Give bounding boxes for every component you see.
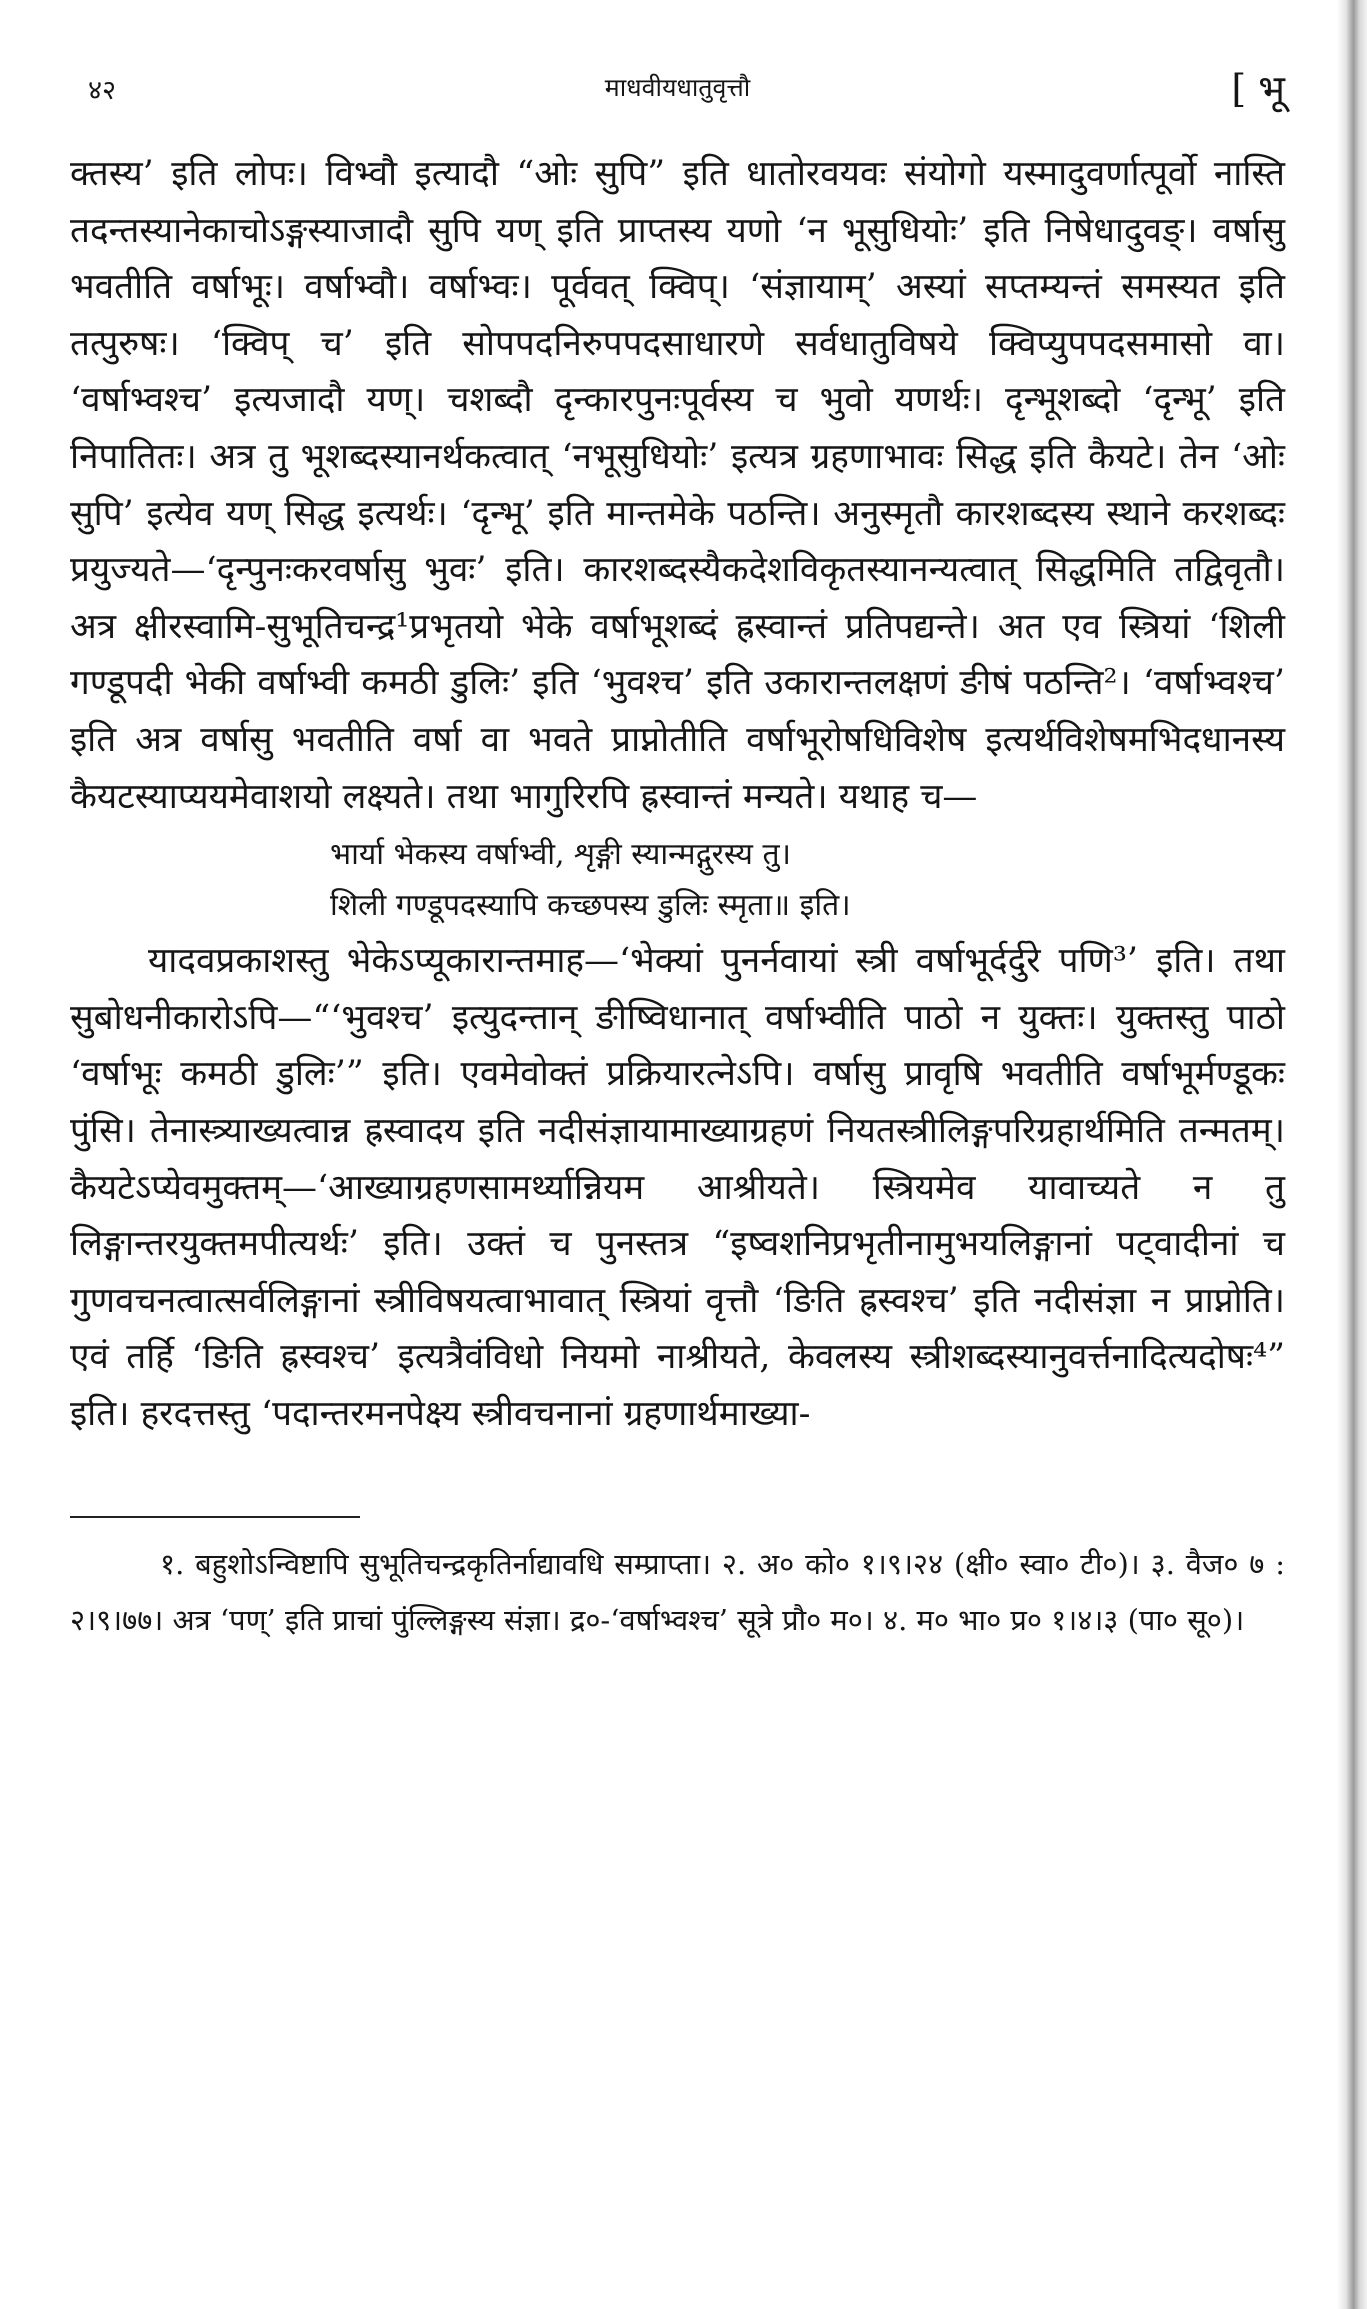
- book-page: [70, 67, 1285, 1648]
- main-text: [70, 146, 1285, 1442]
- footnote-rule-mask: [360, 1516, 1285, 1520]
- page-number: ४२: [88, 75, 117, 106]
- section-marker: [ भू: [1231, 67, 1285, 111]
- verse-line: शिली गण्डूपदस्यापि कच्छपस्य डुलिः स्मृता॥ इति।: [330, 888, 851, 924]
- footnote-text: १. बहुशोऽन्विष्टापि सुभूतिचन्द्रकृतिर्नाद्यावधि सम्प्राप्ता। २. अ० को० १।९।२४ (क्षी० स्वा० टी०)। ३. वैज० ७ : २।९।७७। अत्र ‘पण्’ इति प्राचां पुंल्लिङ्गस्य संज्ञा। द्र०-‘वर्षाभ्वश्च’ सूत्रे प्रौ० म०। ४. म० भा० प्र० १।४।३ (पा० सू०)।: [70, 1547, 1285, 1638]
- running-title: माधवीयधातुवृत्तौ: [604, 73, 751, 102]
- paragraph-2: यादवप्रकाशस्तु भेकेऽप्यूकारान्तमाह—‘भेक्यां पुनर्नवायां स्त्री वर्षाभूर्दर्दुरे पणि³’ इति। तथा सुबोधनीकारोऽपि—“‘भुवश्च’ इत्युदन्तान् ङीष्विधानात् वर्षाभ्वीति पाठो न युक्तः। युक्तस्तु पाठो ‘वर्षाभूः कमठी डुलिः’” इति। एवमेवोक्तं प्रक्रियारत्नेऽपि। वर्षासु प्रावृषि भवतीति वर्षाभूर्मण्डूकः पुंसि। तेनास्त्र्याख्यत्वान्न ह्रस्वादय इति नदीसंज्ञायामाख्याग्रहणं नियतस्त्रीलिङ्गपरिग्रहार्थमिति तन्मतम्। कैयटेऽप्येवमुक्तम्—‘आख्याग्रहणसामर्थ्यान्नियम आश्रीयते। स्त्रियमेव यावाच्यते न तु लिङ्गान्तरयुक्तमपीत्यर्थः’ इति। उक्तं च पुनस्तत्र “इष्वशनिप्रभृतीनामुभयलिङ्गानां पट्वादीनां च गुणवचनत्वात्सर्वलिङ्गानां स्त्रीविषयत्वाभावात् स्त्रियां वृत्तौ ‘ङिति ह्रस्वश्च’ इति नदीसंज्ञा न प्राप्नोति। एवं तर्हि ‘ङिति ह्रस्वश्च’ इत्यत्रैवंविधो नियमो नाश्रीयते, केवलस्य स्त्रीशब्दस्यानुवर्त्तनादित्यदोषः⁴” इति। हरदत्तस्तु ‘पदान्तरमनपेक्ष्य स्त्रीवचनानां ग्रहणार्थमाख्या-: [70, 941, 1285, 1434]
- verse-line: भार्या भेकस्य वर्षाभ्वी, शृङ्गी स्यान्मद्गुरस्य तु।: [330, 837, 791, 873]
- footnotes: [70, 1516, 1285, 1648]
- page-edge-shadow: [1337, 0, 1367, 2309]
- running-head: [70, 67, 1285, 120]
- verse-quote: [70, 829, 1285, 931]
- paragraph-1: क्तस्य’ इति लोपः। विभ्वौ इत्यादौ “ओः सुपि” इति धातोरवयवः संयोगो यस्मादुवर्णात्पूर्वो नास्ति तदन्तस्यानेकाचोऽङ्गस्याजादौ सुपि यण् इति प्राप्तस्य यणो ‘न भूसुधियोः’ इति निषेधादुवङ्। वर्षासु भवतीति वर्षाभूः। वर्षाभ्वौ। वर्षाभ्वः। पूर्ववत् क्विप्। ‘संज्ञायाम्’ अस्यां सप्तम्यन्तं समस्यत इति तत्पुरुषः। ‘क्विप् च’ इति सोपपदनिरुपपदसाधारणे सर्वधातुविषये क्विप्युपपदसमासो वा। ‘वर्षाभ्वश्च’ इत्यजादौ यण्। चशब्दौ दृन्कारपुनःपूर्वस्य च भुवो यणर्थः। दृन्भूशब्दो ‘दृन्भू’ इति निपातितः। अत्र तु भूशब्दस्यानर्थकत्वात् ‘नभूसुधियोः’ इत्यत्र ग्रहणाभावः सिद्ध इति कैयटे। तेन ‘ओः सुपि’ इत्येव यण् सिद्ध इत्यर्थः। ‘दृन्भू’ इति मान्तमेके पठन्ति। अनुस्मृतौ कारशब्दस्य स्थाने करशब्दः प्रयुज्यते—‘दृन्पुनःकरवर्षासु भुवः’ इति। कारशब्दस्यैकदेशविकृतस्यानन्यत्वात् सिद्धमिति तद्विवृतौ। अत्र क्षीरस्वामि-सुभूतिचन्द्र¹प्रभृतयो भेके वर्षाभूशब्दं ह्रस्वान्तं प्रतिपद्यन्ते। अत एव स्त्रियां ‘शिली गण्डूपदी भेकी वर्षाभ्वी कमठी डुलिः’ इति ‘भुवश्च’ इति उकारान्तलक्षणं ङीषं पठन्ति²। ‘वर्षाभ्वश्च’ इति अत्र वर्षासु भवतीति वर्षा वा भवते प्राप्नोतीति वर्षाभूरोषधिविशेष इत्यर्थविशेषमभिदधानस्य कैयटस्याप्ययमेवाशयो लक्ष्यते। तथा भागुरिरपि ह्रस्वान्तं मन्यते। यथाह च—: [70, 154, 1285, 817]
